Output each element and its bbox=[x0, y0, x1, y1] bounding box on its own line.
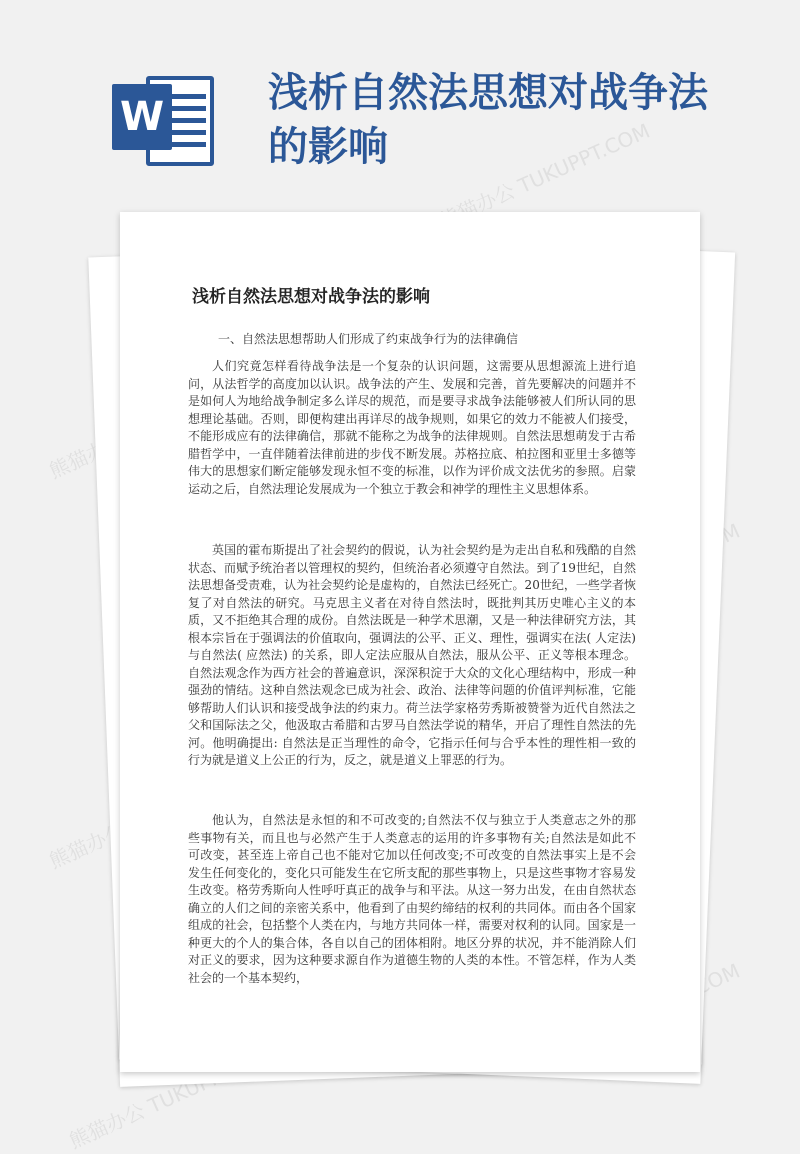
watermark: 熊猫办公 bbox=[45, 818, 129, 874]
watermark: 熊猫办公 bbox=[45, 428, 129, 484]
document-page bbox=[120, 212, 700, 1072]
body-paragraph: 他认为，自然法是永恒的和不可改变的;自然法不仅与独立于人类意志之外的那些事物有关，而且也与必然产生于人类意志的运用的许多事物有关;自然法是如此不可改变，甚至连上帝自己也不能对它加以任何改变;不可改变的自然法事实上是不会发生任何变化的，变化只可能发生在它所支配的那些事物上，只是这些事物才容易发生改变。格劳秀斯向人性呼吁真正的战争与和平法。从这一努力出发，在由自然状态确立的人们之间的亲密关系中，他看到了由契约缔结的权利的共同体。而由各个国家组成的社会，包括整个人类在内，与地方共同体一样，需要对权利的认同。国家是一种更大的个人的集合体，各自以自己的团体相附。地区分界的状况，并不能消除人们对正义的要求，因为这种要求源自作为道德生物的人类的本性。不管怎样，作为人类社会的一个基本契约， bbox=[188, 813, 636, 985]
watermark: 熊猫办公 TUKUPPT.COM bbox=[435, 118, 654, 234]
word-icon-line bbox=[168, 142, 206, 147]
body-paragraph: 英国的霍布斯提出了社会契约的假说，认为社会契约是为走出自私和残酷的自然状态、而赋予统治者以管理权的契约，但统治者必须遵守自然法。到了19世纪，自然法思想备受责难，认为社会契约论是虚构的，自然法已经死亡。20世纪，一些学者恢复了对自然法的研究。马克思主义者在对待自然法时，既批判其历史唯心主义的本质，又不拒绝其合理的成份。自然法既是一种学术思潮，又是一种法律研究方法，其根本宗旨在于强调法的价值取向，强调法的公平、正义、理性，强调实在法( 人定法) 与自然法( 应然法) 的关系，即人定法应服从自然法，服从公平、正义等根本理念。自然法观念作为西方社会的普遍意识，深深积淀于大众的文化心理结构中，形成一种强劲的情结。这种自然法观念已成为社会、政治、法律等问题的价值评判标准，它能够帮助人们认识和接受战争法的约束力。荷兰法学家格劳秀斯被赞誉为近代自然法之父和国际法之父，他汲取古希腊和古罗马自然法学说的精华，开启了理性自然法的先河。他明确提出: 自然法是正当理性的命令，它指示任何与合乎本性的理性相一致的行为就是道义上公正的行为，反之，就是道义上罪恶的行为。 bbox=[188, 543, 636, 767]
word-icon-line bbox=[168, 94, 206, 99]
watermark: 熊猫办公 TUKUPPT.COM bbox=[65, 1038, 284, 1154]
banner-title: 浅析自然法思想对战争法的影响 bbox=[268, 70, 708, 170]
word-icon-badge: W bbox=[112, 84, 172, 150]
word-icon-line bbox=[168, 130, 206, 135]
body-paragraph: 人们究竟怎样看待战争法是一个复杂的认识问题，这需要从思想源流上进行追问，从法哲学的高度加以认识。战争法的产生、发展和完善，首先要解决的问题并不是如何人为地给战争制定多么详尽的规范，而是要寻求战争法能够被人们所认同的思想理论基础。否则，即便构建出再详尽的战争规则，如果它的效力不能被人们接受，不能形成应有的法律确信，那就不能称之为战争的法律规则。自然法思想萌发于古希腊哲学中，一直伴随着法律前进的步伐不断发展。苏格拉底、柏拉图和亚里士多德等伟大的思想家们断定能够发现永恒不变的标准，以作为评价成文法优劣的参照。启蒙运动之后，自然法理论发展成为一个独立于教会和神学的理性主义思想体系。 bbox=[188, 359, 636, 496]
document-title: 浅析自然法思想对战争法的影响 bbox=[192, 287, 430, 307]
word-icon-line bbox=[168, 118, 206, 123]
header-banner bbox=[0, 0, 800, 200]
section-heading: 一、自然法思想帮助人们形成了约束战争行为的法律确信 bbox=[218, 332, 519, 346]
word-icon bbox=[108, 66, 218, 170]
word-icon-line bbox=[168, 106, 206, 111]
